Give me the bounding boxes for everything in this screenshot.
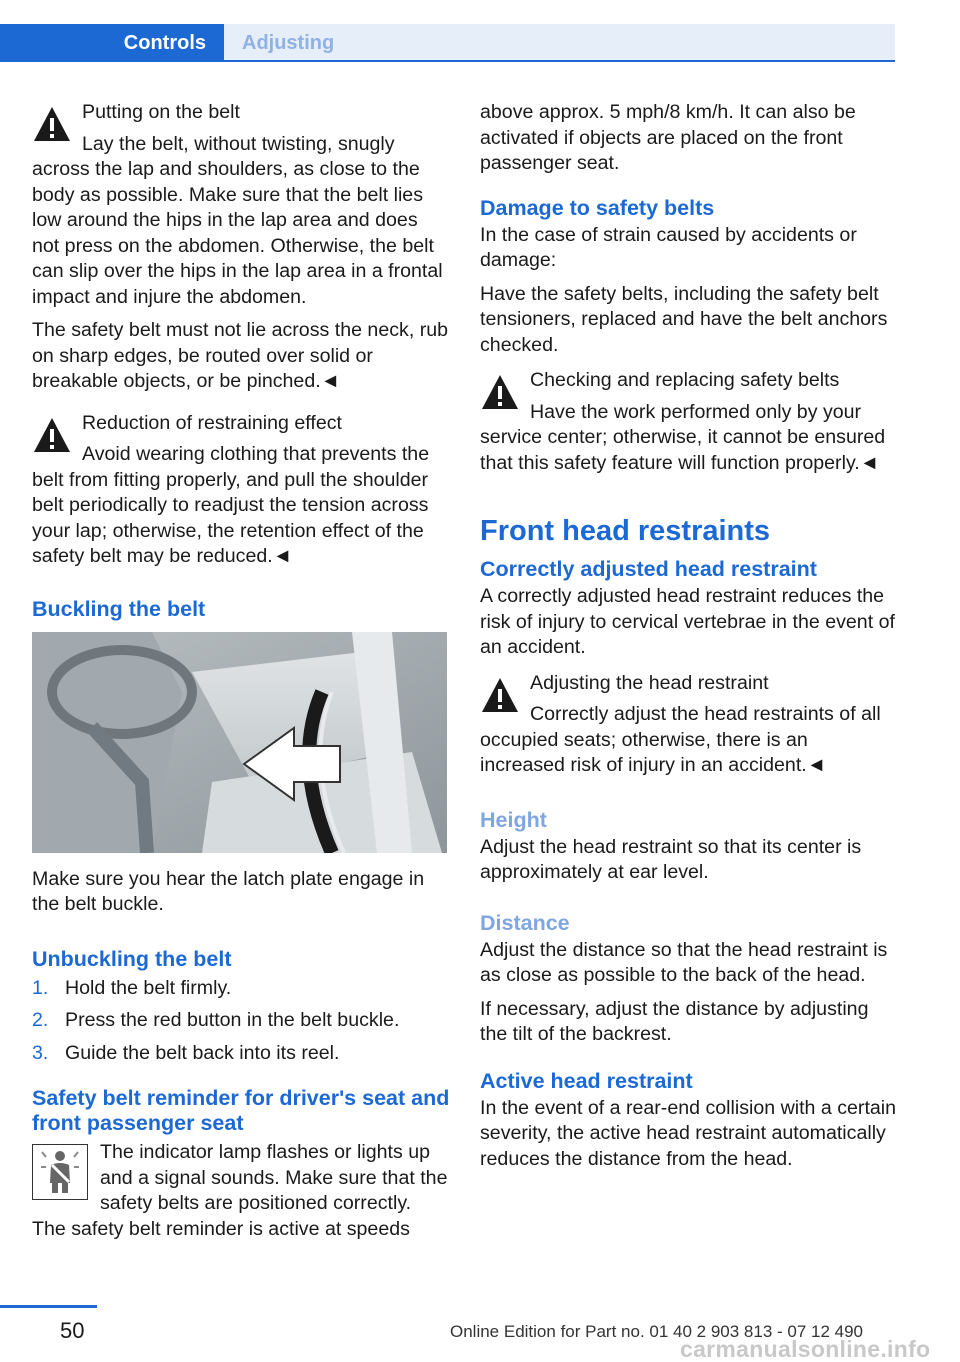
header-rule — [224, 60, 895, 62]
warning-putting-on-belt — [32, 100, 450, 395]
warning-title: Checking and replacing safety belts — [530, 369, 840, 391]
warning-triangle-icon — [480, 372, 520, 412]
list-item: 3. Guide the belt back into its reel. — [32, 1041, 340, 1064]
page-number: 50 — [60, 1318, 85, 1343]
correct-text: A correctly adjusted head restraint reduces the risk of injury to cervical vertebrae in the event of an accident. — [480, 585, 895, 658]
damage-text: In the case of strain caused by accidents or damage: — [480, 223, 857, 271]
belt-reminder-text: The indicator lamp flashes or lights up and a signal sounds. Make sure that the safety belts are positioned correctly. — [100, 1141, 448, 1214]
warning-text: The safety belt must not lie across the neck, rub on sharp edges, be routed over solid or breakable objects, or be pinched.◄ — [32, 319, 449, 392]
continued-text: above approx. 5 mph/8 km/h. It can also be activated if objects are placed on the front passenger seat. — [480, 101, 856, 174]
warning-title: Adjusting the head restraint — [530, 671, 769, 694]
warning-title: Reduction of restraining effect — [82, 411, 342, 434]
left-column — [32, 100, 450, 1242]
heading-damage: Damage to safety belts — [480, 195, 715, 220]
warning-text: Avoid wearing clothing that prevents the belt from fitting properly, and pull the shoulder belt periodically to readjust the tension across your lap; otherwise, the retention effect of the safety belt may be reduced.◄ — [32, 443, 430, 567]
warning-restraining-effect — [32, 411, 450, 570]
warning-triangle-icon — [32, 415, 72, 455]
damage-text: Have the safety belts, including the safety belt tensioners, replaced and have the belt anchors checked. — [480, 282, 888, 356]
page-number-rule — [0, 1305, 97, 1308]
list-item: 2. Press the red button in the belt buckle. — [32, 1009, 400, 1031]
heading-height: Height — [480, 807, 547, 832]
heading-front-head-restraints: Front head restraints — [480, 515, 771, 547]
warning-text: Lay the belt, without twisting, snugly across the lap and shoulders, as close to the body as possible. Make sure that the belt lies low around the hips in the lap area and does not press on the abdomen. Otherwise, the belt can slip over the hips in the lap area in a frontal impact and injure the abdomen. — [32, 132, 443, 308]
heading-active-head-restraint: Active head restraint — [480, 1068, 693, 1093]
tab-adjusting[interactable]: Adjusting — [224, 24, 895, 62]
edition-text: Online Edition for Part no. 01 40 2 903 813 - 07 12 490 — [450, 1322, 864, 1341]
warning-adjusting-head-restraint — [480, 671, 898, 779]
seatbelt-reminder-icon — [32, 1144, 88, 1200]
warning-checking-belts — [480, 368, 898, 476]
warning-title: Putting on the belt — [82, 101, 240, 123]
active-text: In the event of a rear-end collision with a certain severity, the active head restraint automatically reduces the distance from the head. — [480, 1096, 897, 1170]
belt-reminder-text-cont: The safety belt reminder is active at speeds — [32, 1217, 410, 1240]
belt-reminder-block — [32, 1140, 450, 1217]
distance-text: Adjust the distance so that the head restraint is as close as possible to the back of the head. — [480, 938, 888, 986]
tab-controls[interactable]: Controls — [0, 24, 224, 62]
seat-belt-buckle-photo — [32, 632, 447, 853]
heading-distance: Distance — [480, 910, 570, 935]
heading-buckling: Buckling the belt — [32, 596, 206, 621]
unbuckling-steps — [32, 976, 450, 1067]
chapter-header — [0, 0, 895, 62]
list-item: 1. Hold the belt firmly. — [32, 976, 232, 999]
heading-unbuckling: Unbuckling the belt — [32, 946, 232, 971]
warning-triangle-icon — [480, 675, 520, 715]
distance-text: If necessary, adjust the distance by adjusting the tilt of the backrest. — [480, 997, 869, 1045]
watermark: carmanualsonline.info — [680, 1336, 931, 1362]
buckling-text: Make sure you hear the latch plate engage in the belt buckle. — [32, 867, 425, 915]
warning-text: Correctly adjust the head restraints of all occupied seats; otherwise, there is an increased risk of injury in an accident.◄ — [480, 703, 881, 776]
warning-text: Have the work performed only by your service center; otherwise, it cannot be ensured that this safety feature will function properly.◄ — [480, 400, 886, 474]
warning-triangle-icon — [32, 104, 72, 144]
height-text: Adjust the head restraint so that its center is approximately at ear level. — [480, 835, 862, 883]
right-column — [480, 100, 898, 1180]
heading-correct-head-restraint: Correctly adjusted head restraint — [480, 557, 817, 581]
heading-belt-reminder: Safety belt reminder for driver's seat and front passenger seat — [32, 1086, 450, 1135]
